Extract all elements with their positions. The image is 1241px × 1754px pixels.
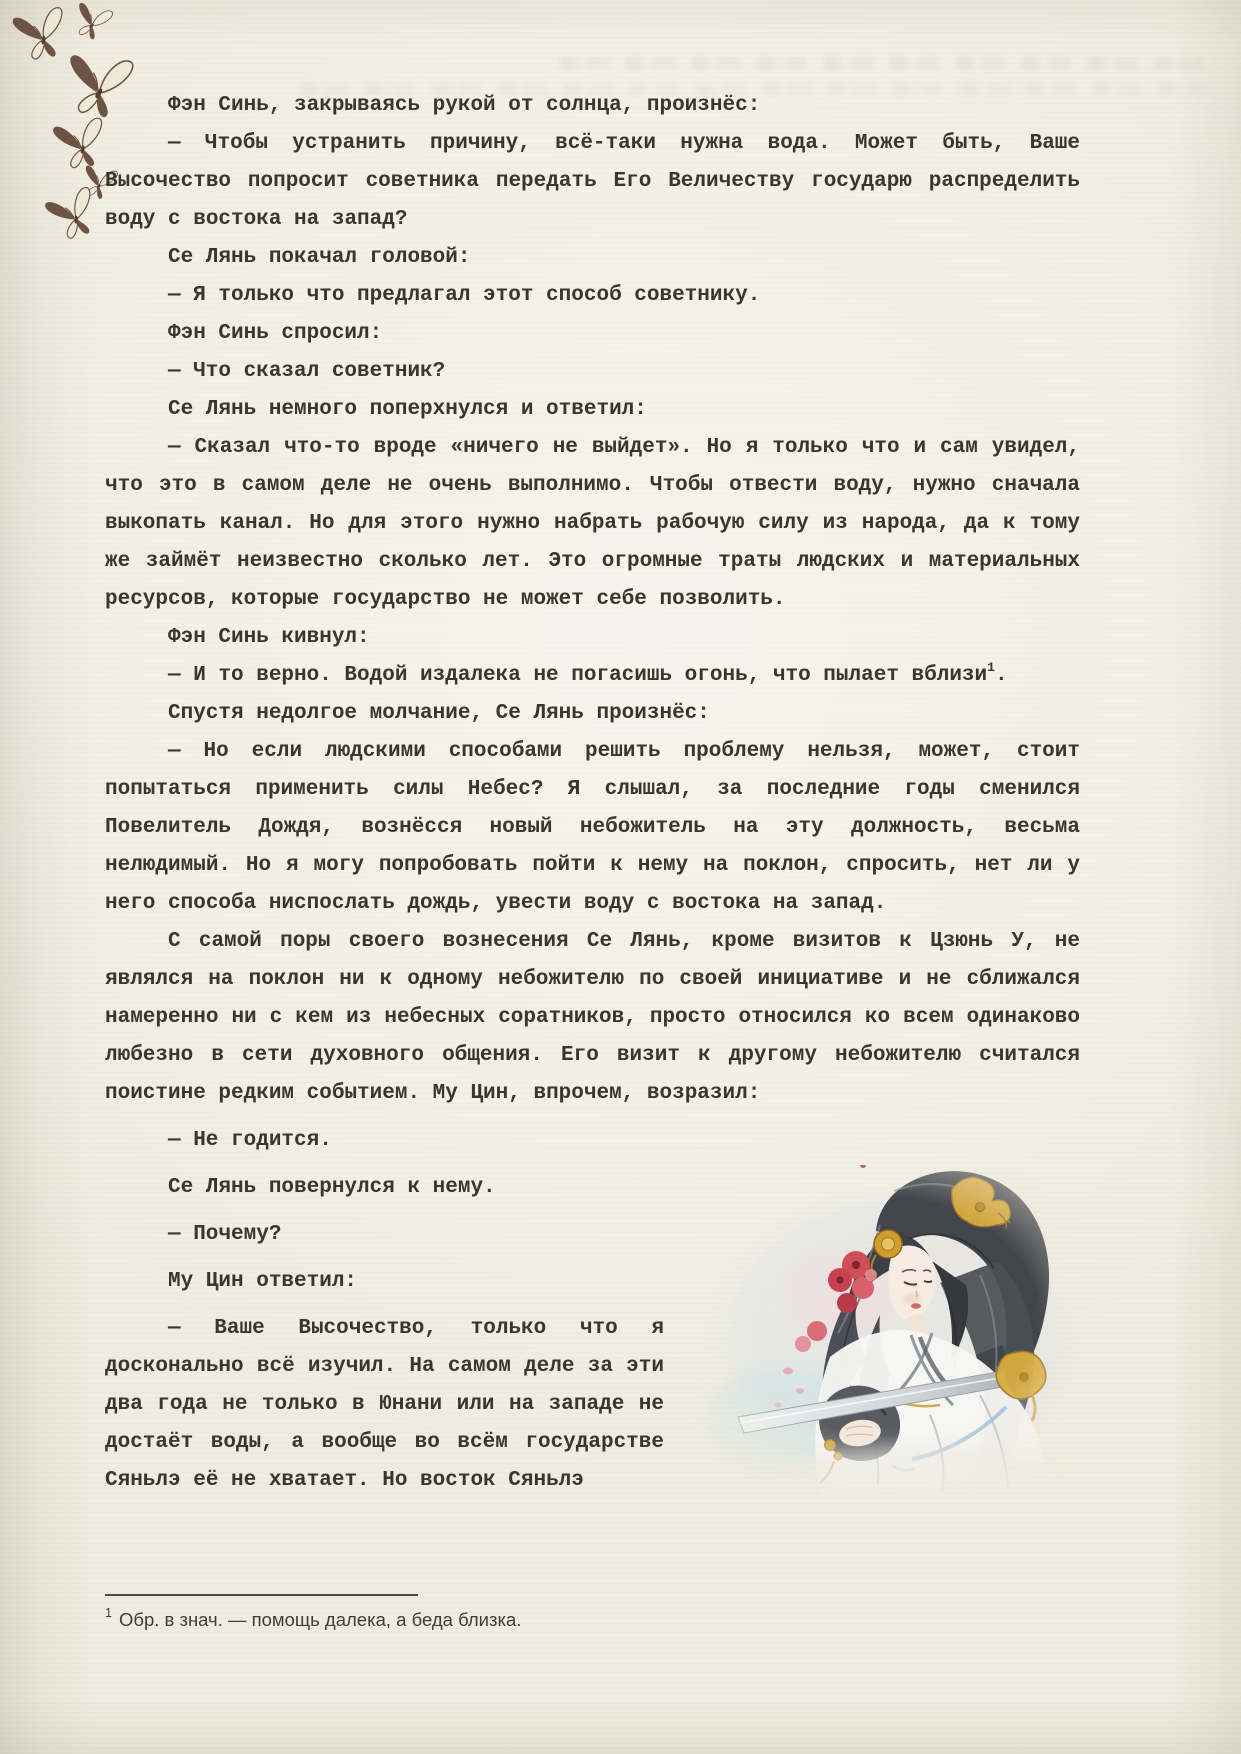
- story-paragraph: С самой поры своего вознесения Се Лянь, кроме визитов к Цзюнь У, не являлся на поклон ни к одному небожителю по своей инициативе и не сближался намеренно ни с кем из небесных соратников, просто относился ко всем одинаково любезно в сети духовного общения. Его визит к другому небожителю считался поистине редким событием. Му Цин, впрочем, возразил:: [105, 930, 1080, 1105]
- butterfly-icon: [52, 118, 108, 172]
- story-text: [105, 87, 1080, 1500]
- character-illustration: [680, 1165, 1080, 1495]
- story-paragraph: Фэн Синь кивнул:: [168, 626, 370, 649]
- footnote-reference: 1: [987, 660, 995, 675]
- butterfly-icon: [12, 7, 71, 64]
- story-paragraph: Спустя недолгое молчание, Се Лянь произнёс:: [168, 702, 710, 725]
- footnote: [105, 1606, 1005, 1631]
- story-paragraph: — Но если людскими способами решить проблему нельзя, может, стоит попытаться применить силы Небес? Я слышал, за последние годы сменился Повелитель Дождя, вознёсся новый небожитель на эту должность, весьма нелюдимый. Но я могу попробовать пойти к нему на поклон, спросить, нет ли у него способа ниспослать дождь, увести воду с востока на запад.: [105, 740, 1080, 915]
- story-paragraph: — Ваше Высочество, только что я досконально всё изучил. На самом деле за эти два года не только в Юнани или на западе не достаёт воды, а вообще во всём государстве Сяньлэ её не хватает. Но восток Сяньлэ: [105, 1317, 664, 1492]
- story-paragraph: — Чтобы устранить причину, всё-таки нужна вода. Может быть, Ваше Высочество попросит советника передать Его Величеству государю распределить воду с востока на запад?: [105, 132, 1080, 231]
- story-paragraph: — Сказал что-то вроде «ничего не выйдет». Но я только что и сам увидел, что это в самом деле не очень выполнимо. Чтобы отвести воду, нужно сначала выкопать канал. Но для этого нужно набрать рабочую силу из народа, да к тому же займёт неизвестно сколько лет. Это огромные траты людских и материальных ресурсов, которые государство не может себе позволить.: [105, 436, 1080, 611]
- footnote-text: Обр. в знач. — помощь далека, а беда близка.: [118, 1609, 522, 1630]
- story-paragraph: — И то верно. Водой издалека не погасишь огонь, что пылает вблизи$^1$.: [168, 660, 1008, 687]
- butterfly-icon: [70, 2, 113, 43]
- story-paragraph: — Не годится.: [168, 1129, 332, 1152]
- footnote-divider: [105, 1594, 418, 1596]
- story-paragraph: — Почему?: [168, 1223, 282, 1246]
- story-paragraph: Се Лянь покачал головой:: [168, 246, 471, 269]
- story-paragraph: Се Лянь повернулся к нему.: [168, 1176, 496, 1199]
- story-paragraph: Фэн Синь спросил:: [168, 322, 383, 345]
- story-paragraph: — Что сказал советник?: [168, 360, 446, 383]
- story-paragraph: Фэн Синь, закрываясь рукой от солнца, произнёс:: [168, 94, 761, 117]
- story-paragraph: Се Лянь немного поперхнулся и ответил:: [168, 398, 647, 421]
- story-paragraph: — Я только что предлагал этот способ советнику.: [168, 284, 761, 307]
- butterfly-icon: [44, 186, 103, 244]
- footnote-marker: 1: [105, 1606, 112, 1620]
- page-bleedthrough: [560, 56, 1220, 70]
- story-paragraph: Му Цин ответил:: [168, 1270, 358, 1293]
